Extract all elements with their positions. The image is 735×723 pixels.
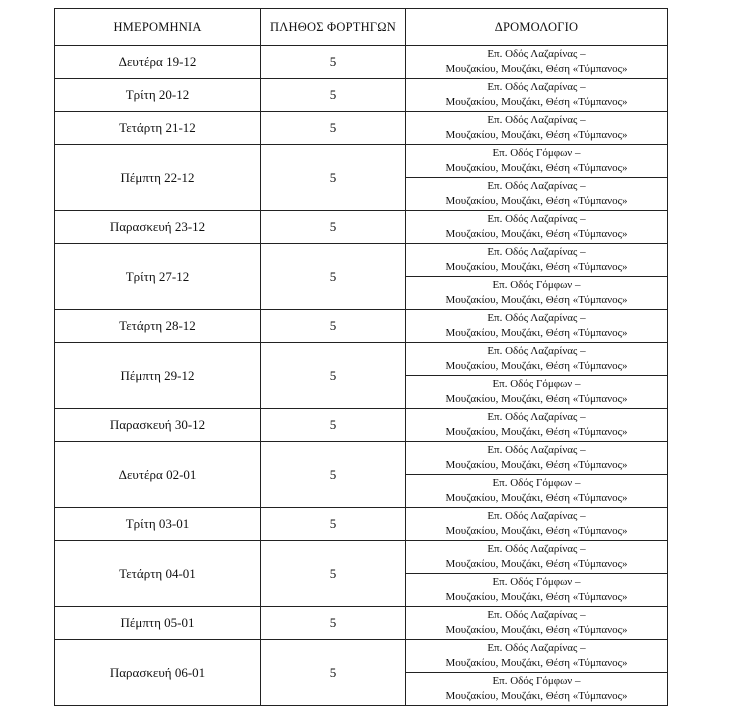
route-line-2: Μουζακίου, Μουζάκι, Θέση «Τύμπανος» (445, 459, 628, 471)
date-cell: Παρασκευή 30-12 (55, 409, 261, 442)
route-cell (406, 277, 668, 310)
route-cell (406, 376, 668, 409)
table-row (55, 343, 668, 376)
date-cell: Τρίτη 20-12 (55, 79, 261, 112)
route-line-1: Επ. Οδός Λαζαρίνας – (487, 246, 586, 258)
schedule-body (55, 46, 668, 706)
trucks-cell: 5 (261, 640, 406, 706)
route-line-1: Επ. Οδός Λαζαρίνας – (487, 444, 586, 456)
route-line-2: Μουζακίου, Μουζάκι, Θέση «Τύμπανος» (445, 426, 628, 438)
table-row (55, 244, 668, 277)
route-line-2: Μουζακίου, Μουζάκι, Θέση «Τύμπανος» (445, 624, 628, 636)
route-cell (406, 409, 668, 442)
route-cell (406, 244, 668, 277)
route-line-2: Μουζακίου, Μουζάκι, Θέση «Τύμπανος» (445, 261, 628, 273)
trucks-cell: 5 (261, 343, 406, 409)
route-line-1: Επ. Οδός Λαζαρίνας – (487, 642, 586, 654)
route-line-1: Επ. Οδός Λαζαρίνας – (487, 411, 586, 423)
trucks-cell: 5 (261, 46, 406, 79)
route-line-2: Μουζακίου, Μουζάκι, Θέση «Τύμπανος» (445, 558, 628, 570)
route-cell (406, 640, 668, 673)
route-cell (406, 442, 668, 475)
route-line-1: Επ. Οδός Λαζαρίνας – (487, 180, 586, 192)
date-cell: Τετάρτη 04-01 (55, 541, 261, 607)
header-route: ΔΡΟΜΟΛΟΓΙΟ (406, 9, 668, 46)
route-line-2: Μουζακίου, Μουζάκι, Θέση «Τύμπανος» (445, 657, 628, 669)
route-cell (406, 607, 668, 640)
route-line-1: Επ. Οδός Λαζαρίνας – (487, 114, 586, 126)
trucks-cell: 5 (261, 607, 406, 640)
date-cell: Δευτέρα 02-01 (55, 442, 261, 508)
route-line-1: Επ. Οδός Γόμφων – (492, 477, 581, 489)
route-cell (406, 112, 668, 145)
route-cell (406, 541, 668, 574)
table-row (55, 508, 668, 541)
trucks-cell: 5 (261, 211, 406, 244)
header-trucks: ΠΛΗΘΟΣ ΦΟΡΤΗΓΩΝ (261, 9, 406, 46)
trucks-cell: 5 (261, 541, 406, 607)
date-cell: Πέμπτη 22-12 (55, 145, 261, 211)
route-line-2: Μουζακίου, Μουζάκι, Θέση «Τύμπανος» (445, 591, 628, 603)
table-row (55, 112, 668, 145)
route-line-2: Μουζακίου, Μουζάκι, Θέση «Τύμπανος» (445, 393, 628, 405)
route-cell (406, 145, 668, 178)
route-line-1: Επ. Οδός Λαζαρίνας – (487, 609, 586, 621)
trucks-cell: 5 (261, 310, 406, 343)
table-row (55, 442, 668, 475)
route-line-2: Μουζακίου, Μουζάκι, Θέση «Τύμπανος» (445, 129, 628, 141)
route-line-2: Μουζακίου, Μουζάκι, Θέση «Τύμπανος» (445, 525, 628, 537)
trucks-cell: 5 (261, 112, 406, 145)
table-row (55, 409, 668, 442)
route-line-2: Μουζακίου, Μουζάκι, Θέση «Τύμπανος» (445, 492, 628, 504)
schedule-table (54, 8, 668, 706)
route-line-2: Μουζακίου, Μουζάκι, Θέση «Τύμπανος» (445, 294, 628, 306)
route-line-2: Μουζακίου, Μουζάκι, Θέση «Τύμπανος» (445, 360, 628, 372)
route-cell (406, 475, 668, 508)
table-row (55, 640, 668, 673)
route-line-1: Επ. Οδός Λαζαρίνας – (487, 543, 586, 555)
route-line-2: Μουζακίου, Μουζάκι, Θέση «Τύμπανος» (445, 63, 628, 75)
date-cell: Παρασκευή 06-01 (55, 640, 261, 706)
table-row (55, 211, 668, 244)
date-cell: Παρασκευή 23-12 (55, 211, 261, 244)
route-line-2: Μουζακίου, Μουζάκι, Θέση «Τύμπανος» (445, 162, 628, 174)
route-line-1: Επ. Οδός Γόμφων – (492, 378, 581, 390)
date-cell: Πέμπτη 05-01 (55, 607, 261, 640)
date-cell: Δευτέρα 19-12 (55, 46, 261, 79)
route-cell (406, 79, 668, 112)
route-line-1: Επ. Οδός Γόμφων – (492, 675, 581, 687)
table-row (55, 145, 668, 178)
route-line-1: Επ. Οδός Λαζαρίνας – (487, 345, 586, 357)
route-cell (406, 508, 668, 541)
route-cell (406, 46, 668, 79)
route-cell (406, 574, 668, 607)
header-date: ΗΜΕΡΟΜΗΝΙΑ (55, 9, 261, 46)
trucks-cell: 5 (261, 409, 406, 442)
trucks-cell: 5 (261, 508, 406, 541)
trucks-cell: 5 (261, 145, 406, 211)
date-cell: Τετάρτη 21-12 (55, 112, 261, 145)
table-row (55, 310, 668, 343)
date-cell: Πέμπτη 29-12 (55, 343, 261, 409)
route-cell (406, 343, 668, 376)
route-cell (406, 673, 668, 706)
route-line-1: Επ. Οδός Λαζαρίνας – (487, 510, 586, 522)
trucks-cell: 5 (261, 442, 406, 508)
route-line-2: Μουζακίου, Μουζάκι, Θέση «Τύμπανος» (445, 228, 628, 240)
route-cell (406, 211, 668, 244)
route-line-2: Μουζακίου, Μουζάκι, Θέση «Τύμπανος» (445, 690, 628, 702)
table-row (55, 541, 668, 574)
route-line-2: Μουζακίου, Μουζάκι, Θέση «Τύμπανος» (445, 327, 628, 339)
date-cell: Τρίτη 27-12 (55, 244, 261, 310)
route-line-1: Επ. Οδός Λαζαρίνας – (487, 81, 586, 93)
route-cell (406, 310, 668, 343)
route-line-1: Επ. Οδός Γόμφων – (492, 576, 581, 588)
route-line-2: Μουζακίου, Μουζάκι, Θέση «Τύμπανος» (445, 195, 628, 207)
route-line-2: Μουζακίου, Μουζάκι, Θέση «Τύμπανος» (445, 96, 628, 108)
route-cell (406, 178, 668, 211)
route-line-1: Επ. Οδός Λαζαρίνας – (487, 213, 586, 225)
table-row (55, 46, 668, 79)
route-line-1: Επ. Οδός Λαζαρίνας – (487, 48, 586, 60)
route-line-1: Επ. Οδός Γόμφων – (492, 147, 581, 159)
date-cell: Τρίτη 03-01 (55, 508, 261, 541)
header-row (55, 9, 668, 46)
date-cell: Τετάρτη 28-12 (55, 310, 261, 343)
route-line-1: Επ. Οδός Γόμφων – (492, 279, 581, 291)
table-row (55, 79, 668, 112)
route-line-1: Επ. Οδός Λαζαρίνας – (487, 312, 586, 324)
trucks-cell: 5 (261, 244, 406, 310)
trucks-cell: 5 (261, 79, 406, 112)
table-row (55, 607, 668, 640)
